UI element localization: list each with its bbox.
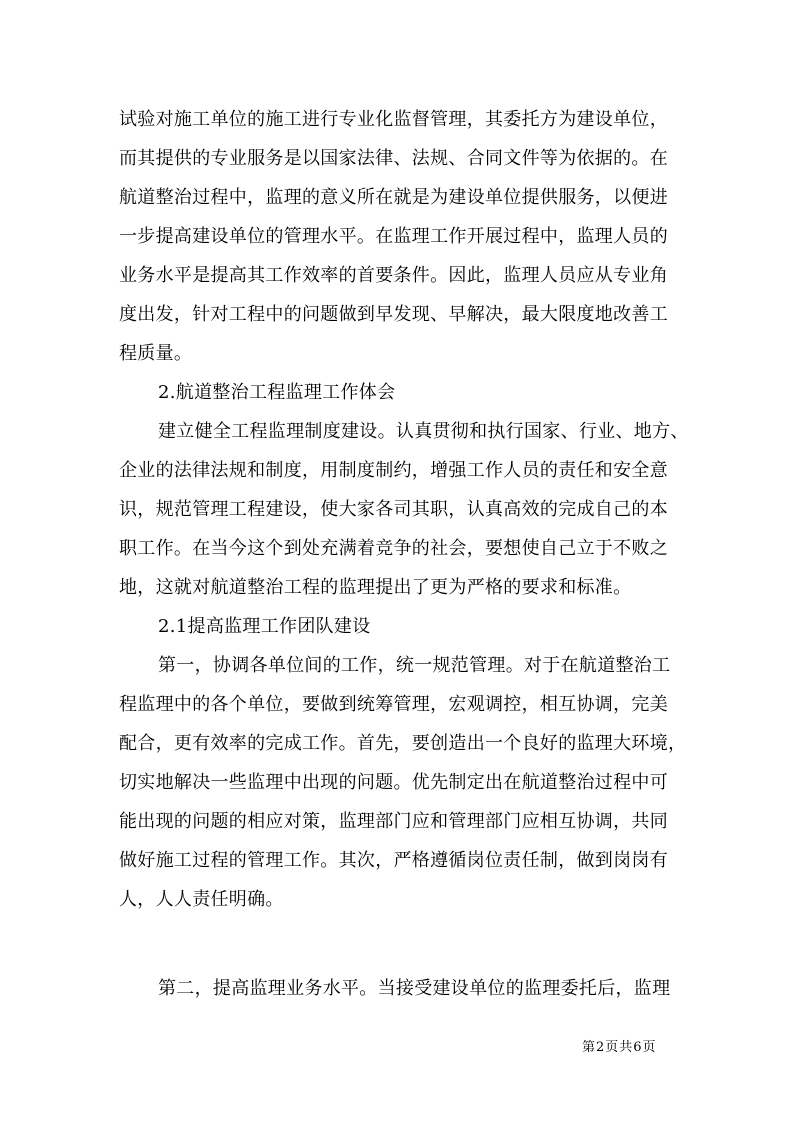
- body-text-line: 能出现的问题的相应对策，监理部门应和管理部门应相互协调，共同: [119, 811, 668, 832]
- body-text-line: 建立健全工程监理制度建设。认真贯彻和执行国家、行业、地方、: [158, 421, 689, 442]
- body-text-line: 第一，协调各单位间的工作，统一规范管理。对于在航道整治工: [158, 655, 671, 676]
- body-text-line: 地，这就对航道整治工程的监理提出了更为严格的要求和标准。: [119, 577, 632, 598]
- body-text-line: 职工作。在当今这个到处充满着竞争的社会，要想使自己立于不败之: [119, 538, 668, 559]
- body-text-line: 配合，更有效率的完成工作。首先，要创造出一个良好的监理大环境，: [119, 733, 687, 754]
- body-text-line: 试验对施工单位的施工进行专业化监督管理，其委托方为建设单位，: [119, 109, 668, 130]
- body-text-line: 一步提高建设单位的管理水平。在监理工作开展过程中，监理人员的: [119, 226, 668, 247]
- body-text-line: 而其提供的专业服务是以国家法律、法规、合同文件等为依据的。在: [119, 148, 668, 169]
- body-text-line: 程监理中的各个单位，要做到统筹管理，宏观调控，相互协调，完美: [119, 694, 668, 715]
- body-text-line: 做好施工过程的管理工作。其次，严格遵循岗位责任制，做到岗岗有: [119, 850, 668, 871]
- body-text-line: 航道整治过程中，监理的意义所在就是为建设单位提供服务，以便进: [119, 187, 668, 208]
- page-number: 第2页共6页: [582, 1040, 657, 1055]
- body-text-line: 切实地解决一些监理中出现的问题。优先制定出在航道整治过程中可: [119, 772, 668, 793]
- section-heading: 2.航道整治工程监理工作体会: [158, 382, 396, 403]
- body-text-line: 第二，提高监理业务水平。当接受建设单位的监理委托后，监理: [158, 978, 671, 999]
- body-text-line: 人，人人责任明确。: [119, 889, 284, 910]
- subsection-heading: 2.1提高监理工作团队建设: [158, 616, 371, 637]
- body-text-line: 度出发，针对工程中的问题做到早发现、早解决，最大限度地改善工: [119, 304, 668, 325]
- body-text-line: 业务水平是提高其工作效率的首要条件。因此，监理人员应从专业角: [119, 265, 668, 286]
- body-text-line: 识，规范管理工程建设，使大家各司其职，认真高效的完成自己的本: [119, 499, 668, 520]
- body-text-line: 程质量。: [119, 343, 193, 364]
- body-text-line: 企业的法律法规和制度，用制度制约，增强工作人员的责任和安全意: [119, 460, 668, 481]
